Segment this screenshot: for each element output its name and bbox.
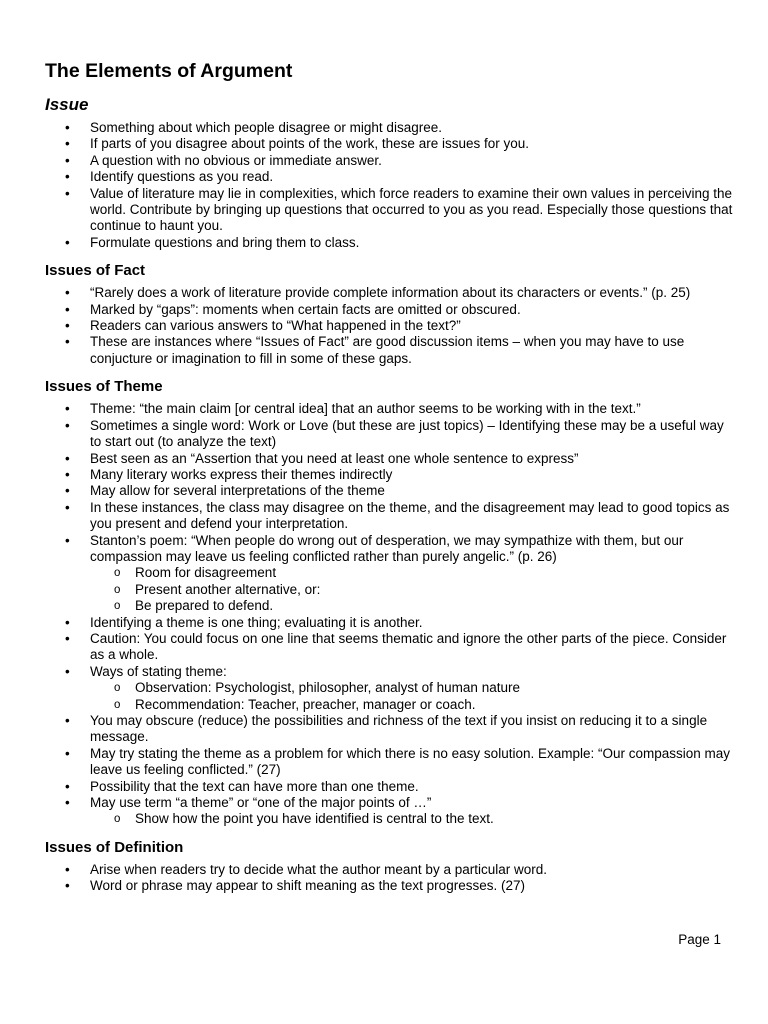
- list-item: • Marked by “gaps”: moments when certain facts are omitted or obscured.: [45, 302, 735, 318]
- sub-list-item: o Recommendation: Teacher, preacher, manager or coach.: [90, 697, 735, 713]
- list-item: • Many literary works express their themes indirectly: [45, 467, 735, 483]
- list-item: • Identifying a theme is one thing; evaluating it is another.: [45, 615, 735, 631]
- list-item: • Possibility that the text can have more than one theme.: [45, 779, 735, 795]
- sub-list-item: o Present another alternative, or:: [90, 582, 735, 598]
- sub-list: [90, 811, 735, 827]
- list-item-text: Ways of stating theme:: [90, 663, 227, 679]
- list-item: • Readers can various answers to “What happened in the text?”: [45, 318, 735, 334]
- list-item-major-points: [45, 795, 735, 828]
- sub-list: [90, 680, 735, 713]
- issue-list: [45, 120, 735, 251]
- section-heading-definition: Issues of Definition: [45, 838, 184, 856]
- list-item: • May try stating the theme as a problem for which there is no easy solution. Example: “Our compassion may leave us feeling conflicted.” (27): [45, 746, 735, 779]
- list-item: • Sometimes a single word: Work or Love (but these are just topics) – Identifying these may be a useful way to start out (to analyze the text): [45, 418, 735, 451]
- sub-list: [90, 565, 735, 614]
- list-item: • If parts of you disagree about points of the work, these are issues for you.: [45, 136, 735, 152]
- sub-list-item: o Observation: Psychologist, philosopher, analyst of human nature: [90, 680, 735, 696]
- list-item: • May allow for several interpretations of the theme: [45, 483, 735, 499]
- list-item: • In these instances, the class may disagree on the theme, and the disagreement may lead to good topics as you present and defend your interpretation.: [45, 500, 735, 533]
- list-item: • Caution: You could focus on one line that seems thematic and ignore the other parts of the piece. Consider as a whole.: [45, 631, 735, 664]
- list-item: • Something about which people disagree or might disagree.: [45, 120, 735, 136]
- section-heading-theme: Issues of Theme: [45, 378, 163, 396]
- theme-list: [45, 401, 735, 828]
- definition-list: [45, 862, 735, 895]
- list-item: • “Rarely does a work of literature provide complete information about its characters or events.” (p. 25): [45, 285, 735, 301]
- document-page: [45, 58, 735, 895]
- list-item: • These are instances where “Issues of Fact” are good discussion items – when you may have to use conjucture or imagination to fill in some of these gaps.: [45, 334, 735, 367]
- list-item: • Identify questions as you read.: [45, 169, 735, 185]
- list-item-text: May use term “a theme” or “one of the major points of …”: [90, 795, 432, 811]
- list-item: • Formulate questions and bring them to class.: [45, 235, 735, 251]
- list-item: • Word or phrase may appear to shift meaning as the text progresses. (27): [45, 878, 735, 894]
- sub-list-item: o Be prepared to defend.: [90, 598, 735, 614]
- fact-list: [45, 285, 735, 367]
- list-item: • A question with no obvious or immediate answer.: [45, 153, 735, 169]
- list-item-text: Stanton’s poem: “When people do wrong out of desperation, we may sympathize with them, but our compassion may leave us feeling conflicted rather than purely angelic.” (p. 26): [90, 532, 684, 564]
- list-item: • Best seen as an “Assertion that you need at least one whole sentence to express”: [45, 451, 735, 467]
- list-item-stanton: [45, 533, 735, 615]
- sub-list-item: o Room for disagreement: [90, 565, 735, 581]
- list-item: • Value of literature may lie in complexities, which force readers to examine their own values in perceiving the world. Contribute by bringing up questions that occurred to you as you read. Especially those questions that continue to haunt you.: [45, 186, 735, 235]
- sub-list-item: o Show how the point you have identified is central to the text.: [90, 811, 735, 827]
- section-heading-fact: Issues of Fact: [45, 262, 146, 280]
- list-item-ways: [45, 664, 735, 713]
- page-number: Page 1: [678, 932, 721, 947]
- page-title: The Elements of Argument: [45, 60, 293, 82]
- list-item: • You may obscure (reduce) the possibilities and richness of the text if you insist on reducing it to a single message.: [45, 713, 735, 746]
- list-item: • Theme: “the main claim [or central idea] that an author seems to be working with in the text.”: [45, 401, 735, 417]
- section-heading-issue: Issue: [45, 95, 89, 114]
- list-item: • Arise when readers try to decide what the author meant by a particular word.: [45, 862, 735, 878]
